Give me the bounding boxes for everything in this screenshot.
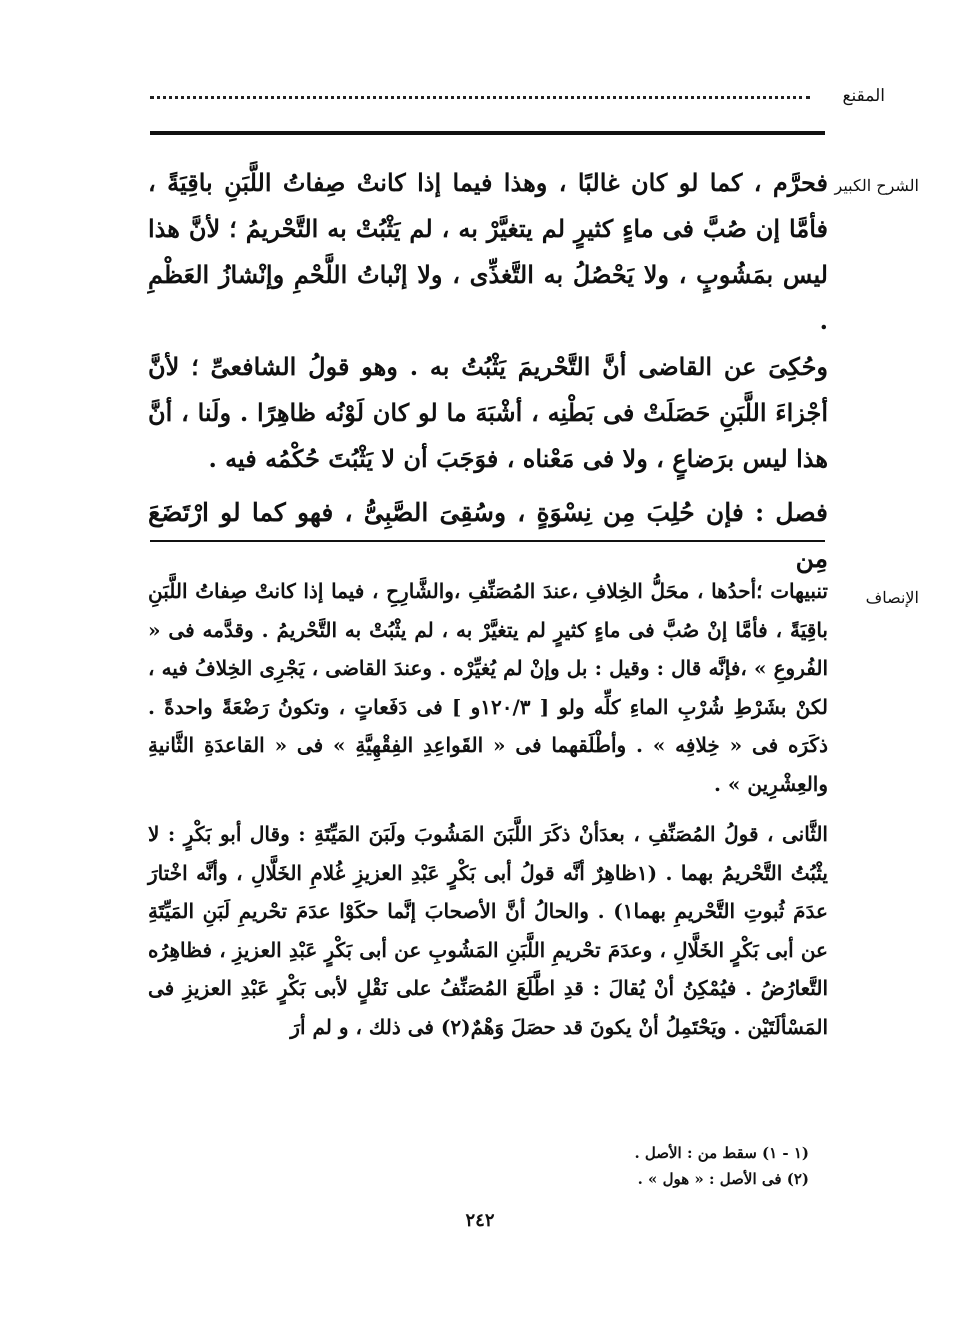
insaf-paragraph xyxy=(148,572,828,803)
margin-label-sharh: الشرح الكبير xyxy=(834,176,919,195)
fasl-heading: فصل xyxy=(775,498,828,527)
running-header xyxy=(150,86,885,116)
footnote: (٢) فى الأصل : « هول » . xyxy=(637,1170,809,1188)
sharh-paragraph: فحرَّم ، كما لو كان غالبًا ، وهذا فيما إذا كانتْ صِفاتُ اللَّبَنِ باقِيَةً ، فأمَّا إن صُبَّ فى ماءٍ كثيرٍ لم يتغيَّرْ به ، لم يَثْبُتْ به التَّحْريمُ ؛ لأنَّ هذا ليس بمَشُوبٍ ، ولا يَحْصُلُ به التَّغذِّى ، ولا إنْباتُ اللَّحْمِ وإنْشازُ العَظْمِ . xyxy=(148,168,828,335)
insaf-section xyxy=(148,572,828,1046)
sharh-section xyxy=(148,160,828,582)
sharh-paragraph: وحُكِىَ عن القاضى أنَّ التَّحْريمَ يَثْبُتُ به . وهو قولُ الشافعىِّ ؛ لأنَّ أجْزاءَ اللَّبَنِ حَصَلَتْ فى بَطْنِه ، أشْبَهَ ما لو كان لَوْنُه ظاهِرًا . ولَنا ، أنَّ هذا ليس برَضاعٍ ، ولا فى مَعْناه ، فوَجَبَ أن لا يَثْبُتَ حُكْمُه فيه . xyxy=(148,352,828,473)
header-rule xyxy=(150,131,825,135)
fasl-text: : فإن حُلِبَ مِن نِسْوَةٍ ، وسُقِىَ الصَّبِىُّ ، فهو كما لو ارْتَضَعَ مِن xyxy=(148,498,828,573)
footnotes xyxy=(139,1140,809,1192)
header-dotted-line xyxy=(150,96,810,99)
page-number: ٢٤٢ xyxy=(465,1210,495,1231)
footnote: (١ - ١) سقط من : الأصل . xyxy=(634,1144,809,1162)
insaf-text: ؛أحدُها ، محَلُّ الخِلافِ ،عندَ المُصَنِّفِ ،والشَّارِحِ ، فيما إذا كانتْ صِفاتُ اللَّبَنِ باقِيَةً ، فأمَّا إنْ صُبَّ فى ماءٍ كثيرٍ لم يتغيَّرْ به ، لم يثْبُتْ به التَّحْريمُ . وقدَّمه فى « الفُروعِ » ،فإنَّه قال : وقيل : بل وإنْ لم يُغيِّرْه . وعندَ القاضى ، يَجْرِى الخِلافُ فيه ، لكنْ بشَرْطِ شُرْبِ الماءِ كلِّه ولو [ ١٢٠/٣و ] فى دَفَعاتٍ ، وتكونُ رَضْعَةً واحدةً . ذكَرَه فى « خِلافِه » . وأطْلَقهما فى « القَواعِدِ الفِقْهِيَّةِ » فى « القاعدَةِ الثَّانيةِ والعِشْرِين » . xyxy=(148,579,828,796)
header-title: المقنع xyxy=(842,86,885,106)
margin-label-insaf: الإنصاف xyxy=(865,588,919,607)
insaf-lead: تنبيهات xyxy=(770,579,828,603)
fasl-paragraph xyxy=(148,490,828,582)
insaf-paragraph: الثَّانى ، قولُ المُصَنِّفِ ، بعدَأنْ ذكَرَ اللَّبَنَ المَشُوبَ ولَبَنَ المَيِّتَةِ : وقال أبو بَكْرٍ : لا يثْبُتُ التَّحْريمُ بهما . (١ظاهِرٌ أنَّه قولُ أبى بَكْرٍ عَبْدِ العزيزِ غُلامِ الخَلَّالِ ، وأنَّه اخْتارَ عدَمَ ثُبوتِ التَّحْريمِ بهما١) . والحالُ أنَّ الأصحابَ إنَّما حكَوْا عدَمَ تحْريمِ لَبَنِ المَيِّتَةِ عن أبى بَكْرٍ الخَلَّالِ ، وعدَمَ تحْريمِ اللَّبَنِ المَشُوبِ عن أبى بَكْرٍ عَبْدِ العزيزِ ، فظاهِرُه التَّعارُضُ . فيُمْكِنُ أنْ يُقالَ : قدِ اطَّلَعَ المُصَنِّفُ على نَقْلٍ لأبى بَكْرٍ عَبْدِ العزيزِ فى المَسْألَتَيْن . ويَحْتَمِلُ أنْ يكونَ قد حصَلَ وَهْمٌ(٢) فى ذلك ، و لم أرَ xyxy=(148,822,828,1039)
section-divider xyxy=(150,540,825,542)
